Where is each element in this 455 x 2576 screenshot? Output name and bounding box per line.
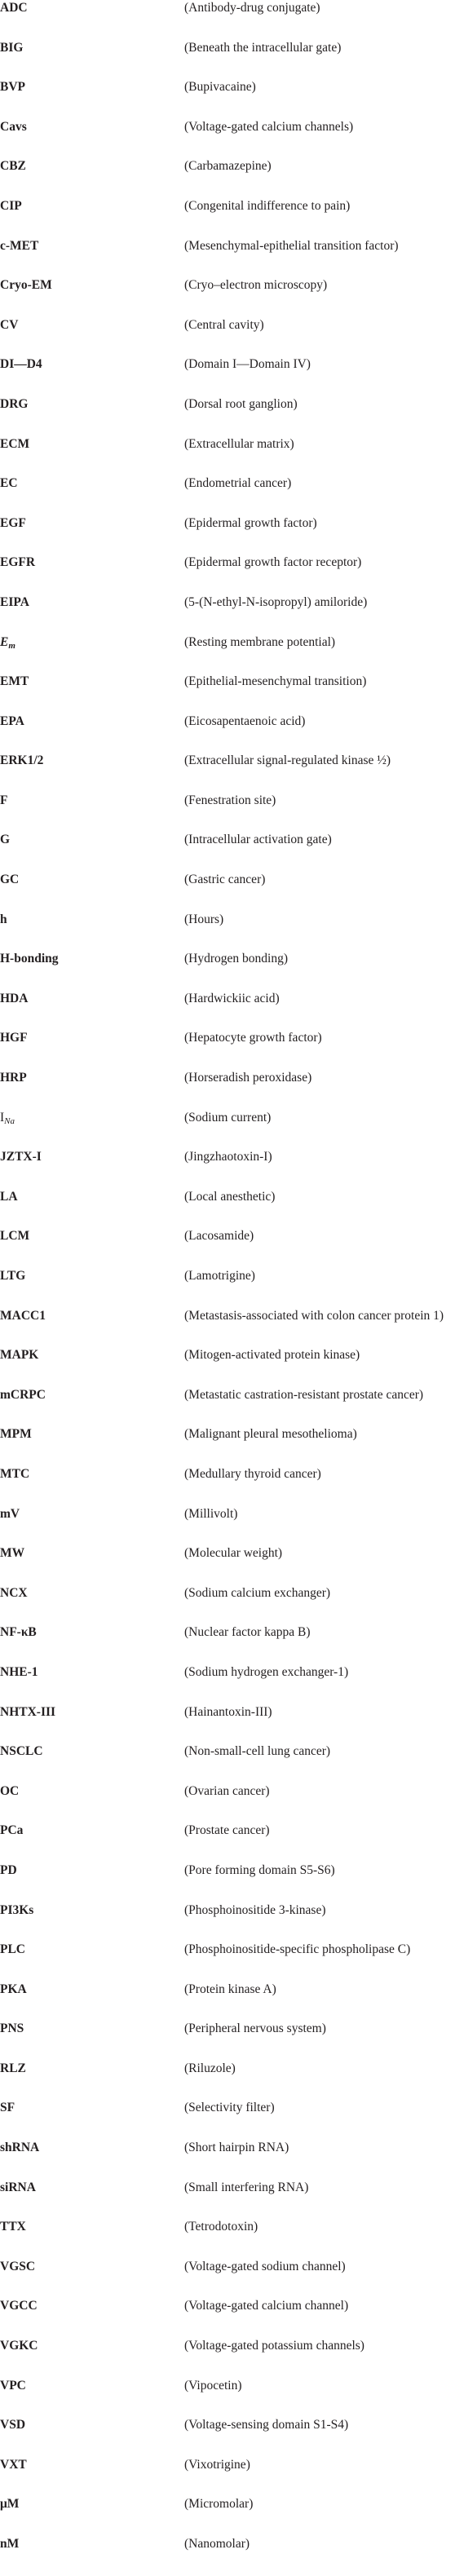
abbreviation-row bbox=[0, 991, 455, 1031]
abbreviation-term bbox=[0, 2061, 184, 2077]
abbreviation-row bbox=[0, 594, 455, 634]
abbreviation-row bbox=[0, 1110, 455, 1150]
abbreviation-row bbox=[0, 317, 455, 357]
abbreviation-definition: (Sodium current) bbox=[184, 1110, 272, 1125]
abbreviation-row bbox=[0, 198, 455, 238]
abbreviation-row bbox=[0, 1664, 455, 1704]
abbreviation-term bbox=[0, 714, 184, 730]
abbreviation-term-text: siRNA bbox=[0, 2180, 36, 2194]
abbreviation-term bbox=[0, 158, 184, 175]
abbreviation-term bbox=[0, 793, 184, 809]
abbreviation-definition: (Beneath the intracellular gate) bbox=[184, 40, 342, 55]
abbreviation-row bbox=[0, 2536, 455, 2576]
abbreviation-term bbox=[0, 1585, 184, 1602]
abbreviation-term bbox=[0, 1942, 184, 1958]
abbreviation-term bbox=[0, 1347, 184, 1363]
abbreviation-term-text: EIPA bbox=[0, 594, 29, 609]
abbreviation-definition: (Metastasis-associated with colon cancer protein 1) bbox=[184, 1308, 444, 1323]
abbreviation-row bbox=[0, 158, 455, 198]
abbreviation-definition: (Riluzole) bbox=[184, 2061, 236, 2075]
abbreviation-term bbox=[0, 1268, 184, 1284]
abbreviation-definition: (Antibody-drug conjugate) bbox=[184, 1, 320, 15]
abbreviation-row bbox=[0, 2219, 455, 2259]
abbreviation-definition: (Horseradish peroxidase) bbox=[184, 1071, 312, 1085]
abbreviation-row bbox=[0, 2417, 455, 2457]
abbreviation-term-text: NHTX-III bbox=[0, 1704, 56, 1719]
abbreviation-term-text: H-bonding bbox=[0, 952, 59, 966]
abbreviation-term-text: VGKC bbox=[0, 2339, 38, 2353]
abbreviation-term bbox=[0, 238, 184, 254]
abbreviation-term bbox=[0, 1189, 184, 1205]
abbreviation-definition: (Carbamazepine) bbox=[184, 159, 272, 174]
abbreviation-term bbox=[0, 1624, 184, 1641]
abbreviation-row bbox=[0, 2100, 455, 2140]
abbreviation-term bbox=[0, 1902, 184, 1919]
abbreviation-term-text: CIP bbox=[0, 198, 22, 213]
abbreviation-term bbox=[0, 951, 184, 967]
abbreviation-definition: (Cryo–electron microscopy) bbox=[184, 278, 328, 293]
abbreviation-term bbox=[0, 1426, 184, 1443]
abbreviation-term-text: HGF bbox=[0, 1031, 28, 1045]
abbreviation-term bbox=[0, 753, 184, 769]
abbreviation-term bbox=[0, 1030, 184, 1046]
abbreviation-definition: (Molecular weight) bbox=[184, 1546, 283, 1561]
abbreviation-term bbox=[0, 317, 184, 334]
abbreviation-term-text: VGCC bbox=[0, 2299, 38, 2313]
abbreviation-definition: (Short hairpin RNA) bbox=[184, 2141, 289, 2155]
abbreviation-term bbox=[0, 1823, 184, 1839]
abbreviation-definition: (Voltage-gated calcium channels) bbox=[184, 119, 354, 134]
abbreviation-term bbox=[0, 396, 184, 413]
abbreviation-term-text: VPC bbox=[0, 2378, 26, 2393]
abbreviation-definition: (Phosphoinositide-specific phospholipase C) bbox=[184, 1942, 411, 1957]
abbreviation-term-text: h bbox=[0, 912, 7, 926]
abbreviation-term bbox=[0, 912, 184, 928]
abbreviation-definition: (Mesenchymal-epithelial transition factor) bbox=[184, 238, 399, 253]
abbreviation-definition: (Lacosamide) bbox=[184, 1229, 254, 1244]
abbreviation-row bbox=[0, 1228, 455, 1268]
abbreviation-row bbox=[0, 555, 455, 594]
abbreviation-term bbox=[0, 2417, 184, 2433]
abbreviation-term-text: VGSC bbox=[0, 2259, 36, 2273]
abbreviation-term bbox=[0, 79, 184, 95]
abbreviation-term-text: LA bbox=[0, 1189, 18, 1204]
abbreviation-definition: (5-(N-ethyl-N-isopropyl) amiloride) bbox=[184, 594, 368, 609]
abbreviation-row bbox=[0, 356, 455, 396]
abbreviation-definition: (Bupivacaine) bbox=[184, 80, 256, 95]
abbreviation-row bbox=[0, 2259, 455, 2299]
abbreviation-definition: (Extracellular signal-regulated kinase ½) bbox=[184, 753, 391, 768]
abbreviation-row bbox=[0, 1743, 455, 1783]
abbreviation-term bbox=[0, 40, 184, 56]
abbreviation-term bbox=[0, 515, 184, 532]
abbreviation-definition: (Nuclear factor kappa B) bbox=[184, 1625, 311, 1640]
abbreviation-term-text: RLZ bbox=[0, 2061, 26, 2075]
abbreviation-term-text: LTG bbox=[0, 1269, 26, 1283]
abbreviation-term bbox=[0, 634, 184, 654]
abbreviation-term-text: ERK1/2 bbox=[0, 753, 44, 768]
abbreviation-row bbox=[0, 277, 455, 317]
abbreviation-term-text: TTX bbox=[0, 2220, 26, 2234]
abbreviation-term-text: mV bbox=[0, 1506, 20, 1521]
abbreviation-term-text: I bbox=[0, 1110, 5, 1125]
abbreviation-term-text: nM bbox=[0, 2537, 20, 2551]
abbreviation-term-text: MAPK bbox=[0, 1348, 39, 1363]
abbreviation-term bbox=[0, 1783, 184, 1800]
abbreviation-definition: (Central cavity) bbox=[184, 317, 264, 332]
abbreviation-term bbox=[0, 2298, 184, 2314]
abbreviation-term-subscript: Na bbox=[4, 1116, 15, 1126]
abbreviation-term-text: E bbox=[0, 634, 9, 649]
abbreviation-term bbox=[0, 1149, 184, 1165]
abbreviation-row bbox=[0, 1268, 455, 1308]
abbreviation-definition: (Vipocetin) bbox=[184, 2378, 242, 2393]
abbreviation-row bbox=[0, 2140, 455, 2180]
abbreviation-row bbox=[0, 951, 455, 991]
abbreviation-term-text: μM bbox=[0, 2497, 20, 2512]
abbreviation-row bbox=[0, 1070, 455, 1110]
abbreviation-term bbox=[0, 1308, 184, 1324]
abbreviation-row bbox=[0, 832, 455, 872]
abbreviation-term bbox=[0, 1862, 184, 1879]
abbreviation-definition: (Prostate cancer) bbox=[184, 1823, 270, 1838]
abbreviation-definition: (Phosphoinositide 3-kinase) bbox=[184, 1902, 326, 1917]
abbreviation-term bbox=[0, 2180, 184, 2196]
abbreviation-row bbox=[0, 238, 455, 278]
abbreviation-row bbox=[0, 79, 455, 119]
abbreviation-row bbox=[0, 1704, 455, 1744]
abbreviation-term-text: BVP bbox=[0, 80, 25, 95]
abbreviation-row bbox=[0, 2021, 455, 2061]
abbreviation-definition: (Lamotrigine) bbox=[184, 1269, 255, 1283]
abbreviation-definition: (Hardwickiic acid) bbox=[184, 991, 280, 1005]
abbreviation-term-text: PI3Ks bbox=[0, 1902, 34, 1917]
abbreviation-term bbox=[0, 0, 184, 16]
abbreviation-definition: (Micromolar) bbox=[184, 2497, 254, 2512]
abbreviation-row bbox=[0, 1426, 455, 1466]
abbreviation-row bbox=[0, 872, 455, 912]
abbreviation-definition: (Epidermal growth factor receptor) bbox=[184, 555, 362, 570]
abbreviation-definition: (Fenestration site) bbox=[184, 793, 276, 807]
abbreviation-term-text: VXT bbox=[0, 2457, 27, 2472]
abbreviation-term bbox=[0, 2378, 184, 2394]
abbreviation-term-text: shRNA bbox=[0, 2141, 40, 2155]
abbreviation-term-text: ADC bbox=[0, 1, 28, 15]
abbreviation-row bbox=[0, 1506, 455, 1546]
abbreviation-term-text: EGFR bbox=[0, 555, 36, 570]
abbreviation-term-text: F bbox=[0, 793, 8, 807]
abbreviation-row bbox=[0, 475, 455, 515]
abbreviation-term bbox=[0, 594, 184, 611]
abbreviation-term bbox=[0, 2100, 184, 2116]
abbreviation-row bbox=[0, 2338, 455, 2378]
abbreviation-term bbox=[0, 991, 184, 1007]
abbreviation-definition: (Tetrodotoxin) bbox=[184, 2220, 258, 2234]
abbreviation-definition: (Pore forming domain S5-S6) bbox=[184, 1862, 335, 1877]
abbreviation-definition: (Ovarian cancer) bbox=[184, 1783, 270, 1798]
abbreviation-row bbox=[0, 515, 455, 555]
abbreviation-definition: (Small interfering RNA) bbox=[184, 2180, 309, 2194]
abbreviation-definition: (Medullary thyroid cancer) bbox=[184, 1466, 321, 1481]
abbreviation-row bbox=[0, 674, 455, 714]
abbreviation-row bbox=[0, 912, 455, 952]
abbreviation-definition: (Sodium calcium exchanger) bbox=[184, 1585, 331, 1600]
abbreviation-row bbox=[0, 1030, 455, 1070]
abbreviation-term bbox=[0, 1110, 184, 1129]
abbreviation-term bbox=[0, 832, 184, 848]
abbreviation-term-text: PNS bbox=[0, 2021, 24, 2036]
abbreviation-term-text: MW bbox=[0, 1546, 25, 1561]
abbreviation-term bbox=[0, 1506, 184, 1522]
abbreviation-definition: (Resting membrane potential) bbox=[184, 634, 336, 649]
abbreviation-term bbox=[0, 119, 184, 135]
abbreviation-definition: (Intracellular activation gate) bbox=[184, 833, 332, 847]
abbreviation-term-text: Cryo-EM bbox=[0, 278, 52, 293]
abbreviation-row bbox=[0, 0, 455, 40]
abbreviation-row bbox=[0, 1466, 455, 1506]
abbreviation-definition: (Endometrial cancer) bbox=[184, 476, 292, 491]
abbreviation-term-text: OC bbox=[0, 1783, 20, 1798]
abbreviation-row bbox=[0, 753, 455, 793]
abbreviation-row bbox=[0, 714, 455, 753]
abbreviation-row bbox=[0, 40, 455, 80]
abbreviation-definition: (Domain I—Domain IV) bbox=[184, 357, 311, 372]
abbreviation-term bbox=[0, 475, 184, 492]
abbreviation-definition: (Sodium hydrogen exchanger-1) bbox=[184, 1664, 349, 1679]
abbreviation-term-text: CV bbox=[0, 317, 19, 332]
abbreviation-term-text: PLC bbox=[0, 1942, 25, 1957]
abbreviation-row bbox=[0, 1545, 455, 1585]
abbreviation-term-text: VSD bbox=[0, 2418, 26, 2432]
abbreviation-term bbox=[0, 2219, 184, 2235]
abbreviation-row bbox=[0, 1862, 455, 1902]
abbreviation-definition: (Local anesthetic) bbox=[184, 1189, 276, 1204]
abbreviation-definition: (Hainantoxin-III) bbox=[184, 1704, 272, 1719]
abbreviation-term-text: BIG bbox=[0, 40, 24, 55]
abbreviation-definition: (Hepatocyte growth factor) bbox=[184, 1031, 322, 1045]
abbreviation-term-text: DRG bbox=[0, 396, 29, 411]
abbreviation-term bbox=[0, 2140, 184, 2156]
abbreviation-definition: (Mitogen-activated protein kinase) bbox=[184, 1348, 360, 1363]
abbreviation-row bbox=[0, 2457, 455, 2497]
abbreviation-definition: (Dorsal root ganglion) bbox=[184, 396, 298, 411]
abbreviation-term-text: NF-κB bbox=[0, 1625, 37, 1640]
abbreviation-term-text: NHE-1 bbox=[0, 1664, 38, 1679]
abbreviation-term bbox=[0, 555, 184, 571]
abbreviation-row bbox=[0, 2496, 455, 2536]
abbreviation-term-text: CBZ bbox=[0, 159, 26, 174]
abbreviation-row bbox=[0, 436, 455, 476]
abbreviation-term-text: MACC1 bbox=[0, 1308, 46, 1323]
abbreviation-term bbox=[0, 2259, 184, 2275]
abbreviation-term bbox=[0, 2457, 184, 2473]
abbreviation-term bbox=[0, 277, 184, 294]
abbreviation-term bbox=[0, 872, 184, 888]
abbreviation-definition: (Epidermal growth factor) bbox=[184, 515, 317, 530]
abbreviation-row bbox=[0, 1982, 455, 2021]
abbreviation-definition: (Extracellular matrix) bbox=[184, 436, 294, 451]
abbreviation-term bbox=[0, 1466, 184, 1482]
abbreviation-term-text: DI—D4 bbox=[0, 357, 42, 372]
abbreviation-row bbox=[0, 1308, 455, 1348]
abbreviation-term bbox=[0, 198, 184, 214]
abbreviation-row bbox=[0, 1902, 455, 1942]
abbreviation-term-text: HRP bbox=[0, 1071, 27, 1085]
abbreviation-term-text: LCM bbox=[0, 1229, 30, 1244]
abbreviation-definition: (Malignant pleural mesothelioma) bbox=[184, 1427, 357, 1442]
abbreviation-definition: (Peripheral nervous system) bbox=[184, 2021, 326, 2036]
abbreviation-term-text: c-MET bbox=[0, 238, 39, 253]
abbreviation-term-text: G bbox=[0, 833, 11, 847]
abbreviation-definition: (Epithelial-mesenchymal transition) bbox=[184, 674, 367, 689]
abbreviation-row bbox=[0, 1942, 455, 1982]
abbreviation-row bbox=[0, 1149, 455, 1189]
abbreviation-term bbox=[0, 2496, 184, 2512]
abbreviation-row bbox=[0, 2298, 455, 2338]
abbreviation-term-text: EMT bbox=[0, 674, 29, 689]
abbreviation-term-text: SF bbox=[0, 2101, 15, 2115]
abbreviation-definition: (Eicosapentaenoic acid) bbox=[184, 714, 306, 728]
abbreviation-definition: (Hours) bbox=[184, 912, 224, 926]
abbreviation-row bbox=[0, 1783, 455, 1823]
abbreviation-term bbox=[0, 1664, 184, 1681]
abbreviation-term-subscript: m bbox=[8, 640, 15, 651]
abbreviation-term-text: Cavs bbox=[0, 119, 27, 134]
abbreviation-definition: (Jingzhaotoxin-I) bbox=[184, 1150, 272, 1164]
abbreviation-term-text: ECM bbox=[0, 436, 30, 451]
abbreviation-term bbox=[0, 1704, 184, 1721]
abbreviation-definition: (Gastric cancer) bbox=[184, 873, 266, 887]
abbreviation-definition: (Voltage-gated calcium channel) bbox=[184, 2299, 349, 2313]
abbreviation-term-text: EC bbox=[0, 476, 18, 491]
abbreviation-term-text: JZTX-I bbox=[0, 1150, 42, 1164]
abbreviation-definition: (Metastatic castration-resistant prostate cancer) bbox=[184, 1387, 424, 1402]
abbreviation-definition: (Voltage-gated sodium channel) bbox=[184, 2259, 346, 2273]
abbreviation-row bbox=[0, 2378, 455, 2418]
abbreviation-term-text: EGF bbox=[0, 515, 26, 530]
abbreviation-definition: (Millivolt) bbox=[184, 1506, 238, 1521]
abbreviation-term bbox=[0, 1387, 184, 1403]
abbreviation-definition: (Non-small-cell lung cancer) bbox=[184, 1744, 331, 1759]
abbreviation-term bbox=[0, 1743, 184, 1760]
abbreviation-term-text: MPM bbox=[0, 1427, 32, 1442]
abbreviation-row bbox=[0, 1189, 455, 1229]
abbreviation-term-text: GC bbox=[0, 873, 20, 887]
abbreviation-row bbox=[0, 1387, 455, 1427]
abbreviation-term bbox=[0, 1070, 184, 1086]
abbreviation-definition: (Voltage-gated potassium channels) bbox=[184, 2339, 364, 2353]
abbreviation-row bbox=[0, 634, 455, 674]
abbreviation-term bbox=[0, 2338, 184, 2354]
abbreviation-term-text: EPA bbox=[0, 714, 24, 728]
abbreviation-definition: (Nanomolar) bbox=[184, 2537, 250, 2551]
abbreviation-term-text: NCX bbox=[0, 1585, 28, 1600]
abbreviation-definition: (Voltage-sensing domain S1-S4) bbox=[184, 2418, 349, 2432]
abbreviation-definition: (Congenital indifference to pain) bbox=[184, 198, 351, 213]
abbreviation-term bbox=[0, 1228, 184, 1244]
abbreviation-row bbox=[0, 396, 455, 436]
abbreviation-definition: (Protein kinase A) bbox=[184, 1982, 276, 1996]
abbreviation-term-text: PKA bbox=[0, 1982, 27, 1996]
abbreviation-row bbox=[0, 1624, 455, 1664]
abbreviation-row bbox=[0, 1585, 455, 1625]
abbreviation-row bbox=[0, 2061, 455, 2101]
abbreviation-term-text: mCRPC bbox=[0, 1387, 46, 1402]
abbreviation-term-text: HDA bbox=[0, 991, 29, 1005]
abbreviation-term bbox=[0, 356, 184, 373]
abbreviation-term bbox=[0, 2021, 184, 2037]
abbreviation-row bbox=[0, 2180, 455, 2220]
abbreviation-definition: (Hydrogen bonding) bbox=[184, 952, 288, 966]
abbreviation-term-text: PD bbox=[0, 1862, 17, 1877]
abbreviation-term bbox=[0, 1545, 184, 1562]
abbreviation-row bbox=[0, 1823, 455, 1862]
abbreviation-row bbox=[0, 119, 455, 159]
abbreviation-term-text: MTC bbox=[0, 1466, 30, 1481]
abbreviation-term bbox=[0, 436, 184, 453]
abbreviation-term bbox=[0, 674, 184, 690]
abbreviation-row bbox=[0, 793, 455, 833]
abbreviation-definition: (Vixotrigine) bbox=[184, 2457, 250, 2472]
abbreviation-row bbox=[0, 1347, 455, 1387]
abbreviation-definition: (Selectivity filter) bbox=[184, 2101, 275, 2115]
abbreviation-term-text: PCa bbox=[0, 1823, 24, 1838]
abbreviation-term bbox=[0, 1982, 184, 1998]
abbreviation-term bbox=[0, 2536, 184, 2552]
abbreviation-term-text: NSCLC bbox=[0, 1744, 43, 1759]
